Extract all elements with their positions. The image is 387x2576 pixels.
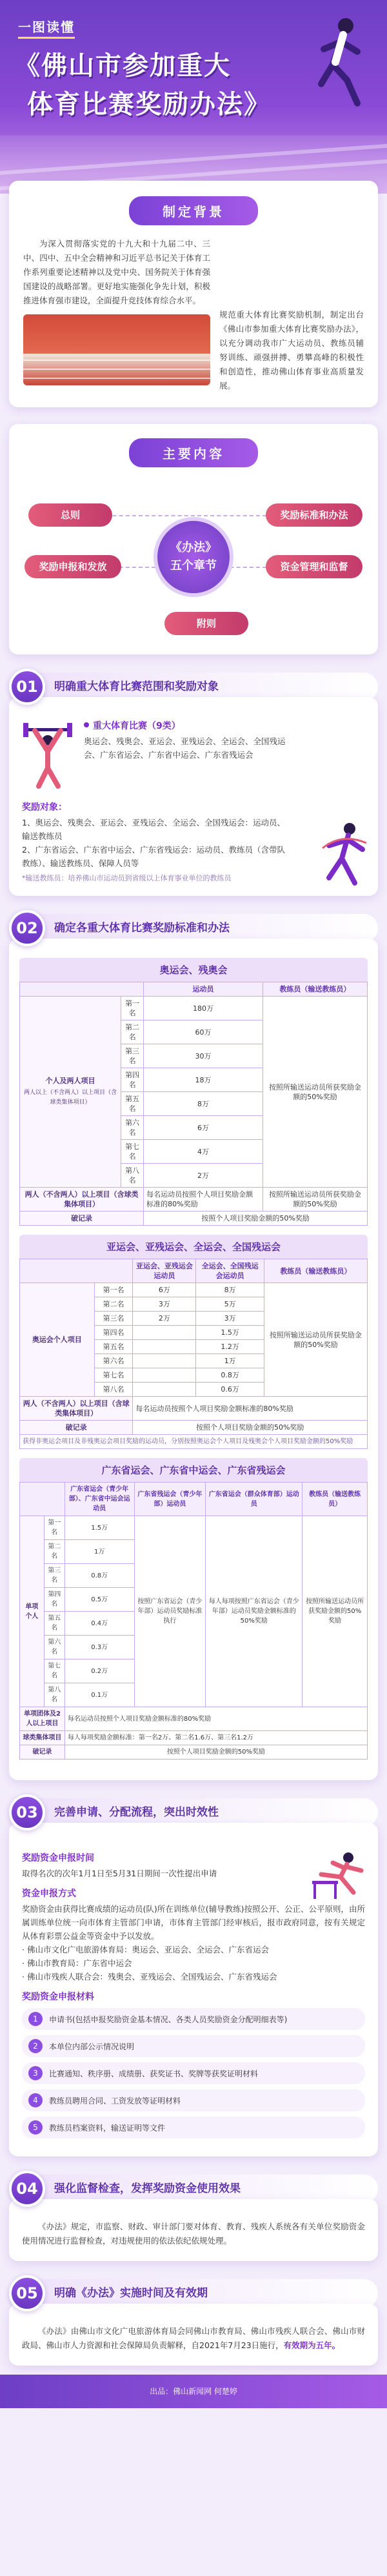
section1-title: 明确重大体育比赛范围和奖励对象 [34, 673, 378, 701]
bullet-icon [84, 722, 89, 727]
olympic-reward-table [19, 982, 368, 1226]
center-line2: 五个章节 [170, 559, 217, 573]
hero-title-line1: 《佛山市参加重大 [14, 50, 231, 81]
t3-col-a: 广东省运会（青少年部）、广东省中运会运动员 [64, 1483, 134, 1516]
table-row: 第四名 0.5万 [20, 1588, 368, 1612]
table-row: 第五名 0.4万 [20, 1612, 368, 1636]
t2-col-b: 全运会、全国残运会运动员 [196, 1259, 264, 1283]
weightlifter-icon [22, 719, 74, 790]
section3-p2: 奖励资金由获得比赛成绩的运动员(队)所在训练单位(辅导教练)按照公开、公正、公平原则，由所属训练单位统一向市体育主管部门申请，市体育主管部门经审核后，报市政府同意，按有关规定从体育彩票公益金等资金中予以发放。 [22, 1904, 366, 1941]
hero-banner [0, 0, 387, 194]
section5-number: 05 [9, 2275, 45, 2311]
background-heading: 制定背景 [129, 196, 258, 225]
table-row: 破记录 按照个人项目奖励金额的50%奖励 [20, 1421, 368, 1435]
table-row: 第八名 0.6万 [20, 1383, 368, 1397]
table-row: 单项个人 第一名 1.5万 按照广东省运会（青少年部）运动员奖励标准执行 每人每项按照广东省运会（青少年部）运动员奖励金额标准的50%奖励 按照所输送运动员所获奖励金额的50%奖励 [20, 1516, 368, 1540]
diagram-center [154, 517, 233, 597]
list-item: 1 申请书(包括申报奖励资金基本情况、各类人员奖励资金分配明细表等) [22, 2008, 365, 2030]
section2-title: 确定各重大体育比赛奖励标准和办法 [34, 914, 378, 942]
table-row: 第四名 1.5万 [20, 1326, 368, 1340]
t3-col-c: 广东省运会（群众体育部）运动员 [206, 1483, 303, 1516]
section3-h2: 资金申报方式 [22, 1889, 76, 1899]
list-item: 4 教练员聘用合同、工资发放等证明材料 [22, 2089, 365, 2111]
t3-col-b-rule: 按照广东省运会（青少年部）运动员奖励标准执行 [134, 1516, 206, 1707]
track-photo [23, 314, 210, 385]
section3-h1: 奖励资金申报时间 [22, 1853, 94, 1863]
node-application: 奖励申报和发放 [25, 555, 121, 578]
background-text-left: 为深入贯彻落实党的十九大和十九届二中、三中、四中、五中全会精神和习近平总书记关于体育工作系列重要论述精神以及党中央、国务院关于体育强国建设的战略部署。更好地实施强化争先计划，积极推进体育强市建设，全面提升竞技体育综合水平。 [23, 239, 210, 305]
table-row: 个人及两人项目 两人以上（不含两人）以上项目（含球类集体项目） 第一名 180万 按照所输送运动员所获奖励金额的50%奖励 [20, 997, 368, 1020]
table-row: 第五名 8万 [20, 1092, 368, 1116]
main-content-heading: 主要内容 [129, 438, 258, 467]
table-row: 单项团体及2人以上项目 每名运动员按照个人项目奖励金额标准的80%奖励 [20, 1707, 368, 1731]
hurdler-icon [308, 1849, 366, 1900]
table-row: 第八名 2万 [20, 1164, 368, 1188]
asian-games-reward-table [19, 1259, 368, 1449]
table-row: 第五名 1.2万 [20, 1340, 368, 1354]
table-row: 第三名 30万 [20, 1044, 368, 1068]
table-row: 两人（不含两人）以上项目（含球类集体项目） 每名运动员按照个人项目奖励金额标准的80%奖励 按照所输送运动员所获奖励金额的50%奖励 [20, 1188, 368, 1212]
section1-p2b: 2、广东省运会、广东省中运会、广东省残运会：运动员、教练员（含带队教练）、输送教练员、保障人员等 [22, 845, 285, 868]
table-row: 第二名 3万 5万 [20, 1297, 368, 1312]
table-row: 获得非奥运会项目及非残奥运会项目奖励的运动员，分别按照奥运会个人项目及残奥会个人项目奖励金额的50%奖励 [20, 1435, 368, 1449]
t1-row-individual: 个人及两人项目 [45, 1077, 95, 1085]
table-row: 第六名 6万 [20, 1116, 368, 1140]
section1-note: *输送教练员：培养佛山市运动员到省级以上体育事业单位的教练员 [22, 874, 232, 882]
t2-coach-rule: 按照所输送运动员所获奖励金额的50%奖励 [264, 1283, 367, 1397]
section1-h2: 奖励对象： [22, 802, 67, 813]
section5-card [9, 2304, 378, 2366]
node-general: 总则 [28, 503, 112, 527]
document-icon: 5 [28, 2120, 43, 2135]
table-row: 第三名 2万 3万 [20, 1312, 368, 1326]
document-icon: 3 [28, 2066, 43, 2080]
section3-h3: 奖励资金申报材料 [22, 1992, 94, 2002]
hero-title-line2: 体育比赛奖励办法》 [27, 89, 271, 119]
node-appendix: 附则 [164, 612, 248, 635]
t3-col-b: 广东省残运会（青少年部）运动员 [134, 1483, 206, 1516]
table-row: 第六名 0.3万 [20, 1636, 368, 1659]
table-row: 第四名 18万 [20, 1068, 368, 1092]
table-row: 第二名 1万 [20, 1540, 368, 1564]
asian-games-table-block [19, 1235, 368, 1449]
table-row: 第七名 0.8万 [20, 1368, 368, 1383]
section4-number: 04 [9, 2171, 45, 2207]
runner-icon [295, 13, 373, 116]
t2-col-a: 亚运会、亚残运会运动员 [133, 1259, 196, 1283]
table-row: 第七名 0.2万 [20, 1659, 368, 1683]
section3-p2b: · 佛山市教育局：广东省中运会 [22, 1958, 132, 1968]
section5-title: 明确《办法》实施时间及有效期 [34, 2279, 378, 2307]
section4-title: 强化监督检查，发挥奖励资金使用效果 [34, 2175, 378, 2203]
table-row: 第二名 60万 [20, 1020, 368, 1044]
node-standards: 奖励标准和办法 [266, 503, 362, 527]
olympic-table-block [19, 958, 368, 1226]
section3-card [9, 1823, 378, 2156]
table-row: 球类集体项目 每人每项奖励金额标准：第一名2万、第二名1.6万、第三名1.2万 [20, 1731, 368, 1745]
t1-col-athlete: 运动员 [144, 982, 263, 997]
section4-card [9, 2199, 378, 2261]
t1-title: 奥运会、残奥会 [19, 958, 368, 982]
t1-row-individual-note: 两人以上（不含两人）以上项目（含球类集体项目） [23, 1090, 117, 1106]
center-line1: 《办法》 [170, 541, 217, 554]
list-item: 2 本单位内部公示情况说明 [22, 2035, 365, 2057]
document-icon: 4 [28, 2093, 43, 2107]
section1-p2a: 1、奥运会、残奥会、亚运会、亚残运会、全运会、全国残运会：运动员、输送教练员 [22, 818, 285, 841]
t2-row-individual: 奥运会个人项目 [20, 1283, 95, 1397]
section1-number: 01 [9, 669, 45, 705]
document-icon: 1 [28, 2012, 43, 2026]
table-row: 破记录 按照个人项目奖励金额的50%奖励 [20, 1745, 368, 1760]
node-fund-management: 资金管理和监督 [266, 555, 362, 578]
section5-text: 《办法》由佛山市文化广电旅游体育局会同佛山市教育局、佛山市残疾人联合会、佛山市财政局、佛山市人力资源和社会保障局负责解释，自2021年7月23日施行， [22, 2326, 365, 2350]
main-content-card [9, 424, 378, 654]
section3-p1: 取得名次的次年1月1日至5月31日期间一次性提出申请 [22, 1869, 217, 1878]
section3-number: 03 [9, 1794, 45, 1831]
section3-p2c: · 佛山市残疾人联合会：残奥会、亚残运会、全国残运会、广东省残运会 [22, 1972, 277, 1982]
provincial-reward-table [19, 1482, 368, 1760]
list-item: 5 教练员档案资料，输送证明等文件 [22, 2116, 365, 2138]
section1-p1: 奥运会、残奥会、亚运会、亚残运会、全运会、全国残运会、广东省运会、广东省中运会、广东省残运会 [84, 736, 286, 760]
section2-number: 02 [9, 910, 45, 946]
table-row: 第三名 0.8万 [20, 1564, 368, 1588]
section3-title: 完善申请、分配流程，突出时效性 [34, 1798, 378, 1827]
t3-row-single: 单项个人 [20, 1516, 45, 1707]
list-item: 3 比赛通知、秩序册、成绩册、获奖证书、奖牌等获奖证明材料 [22, 2062, 365, 2084]
document-icon: 2 [28, 2039, 43, 2053]
table-row: 第六名 1万 [20, 1354, 368, 1368]
t1-col-coach: 教练员（输送教练员） [263, 982, 367, 997]
t3-col-c-rule: 每人每项按照广东省运会（青少年部）运动员奖励金额标准的50%奖励 [206, 1516, 303, 1707]
t3-col-coach: 教练员（输送教练员） [303, 1483, 368, 1516]
provincial-table-block [19, 1458, 368, 1760]
section4-text: 《办法》规定，市监察、财政、审计部门要对体育、教育、残疾人系统各有关单位奖励资金使用情况进行监督检查，对违规使用的依法依纪依规处理。 [22, 2222, 365, 2246]
section1-card [9, 697, 378, 896]
section2-card [9, 938, 378, 1780]
section3-p2a: · 佛山市文化广电旅游体育局：奥运会、亚运会、全运会、广东省运会 [22, 1945, 269, 1954]
t2-title: 亚运会、亚残运会、全运会、全国残运会 [19, 1235, 368, 1259]
t3-title: 广东省运会、广东省中运会、广东省残运会 [19, 1458, 368, 1482]
t1-coach-rule: 按照所输送运动员所获奖励金额的50%奖励 [263, 997, 367, 1188]
background-text-right: 规范重大体育比赛奖励机制，制定出台《佛山市参加重大体育比赛奖励办法》，以充分调动我市广大运动员、教练员辅努训练、顽强拼搏、勇攀高峰的积极性和创造性，推动佛山体育事业高质量发展。 [219, 310, 364, 390]
section1-h1: 重大体育比赛（9类） [93, 721, 181, 731]
hero-kicker: 一图读懂 [18, 17, 75, 39]
t3-coach-rule: 按照所输送运动员所获奖励金额的50%奖励 [303, 1516, 368, 1707]
table-row: 两人（不含两人）以上项目（含球类集体项目） 每名运动员按照个人项目奖励金额标准的80%奖励 [20, 1397, 368, 1421]
t2-col-coach: 教练员（输送教练员） [264, 1259, 367, 1283]
table-row: 奥运会个人项目 第一名 6万 8万 按照所输送运动员所获奖励金额的50%奖励 [20, 1283, 368, 1297]
chapter-diagram [22, 476, 365, 638]
table-row: 第七名 4万 [20, 1140, 368, 1164]
table-row: 破记录 按照个人项目奖励金额的50%奖励 [20, 1212, 368, 1226]
background-card [9, 181, 378, 407]
section5-highlight: 有效期为五年。 [283, 2340, 341, 2350]
table-row: 第八名 0.1万 [20, 1683, 368, 1707]
footer-credit: 出品：佛山新闻网 何楚婷 [0, 2375, 387, 2408]
gymnast-icon [316, 820, 368, 891]
